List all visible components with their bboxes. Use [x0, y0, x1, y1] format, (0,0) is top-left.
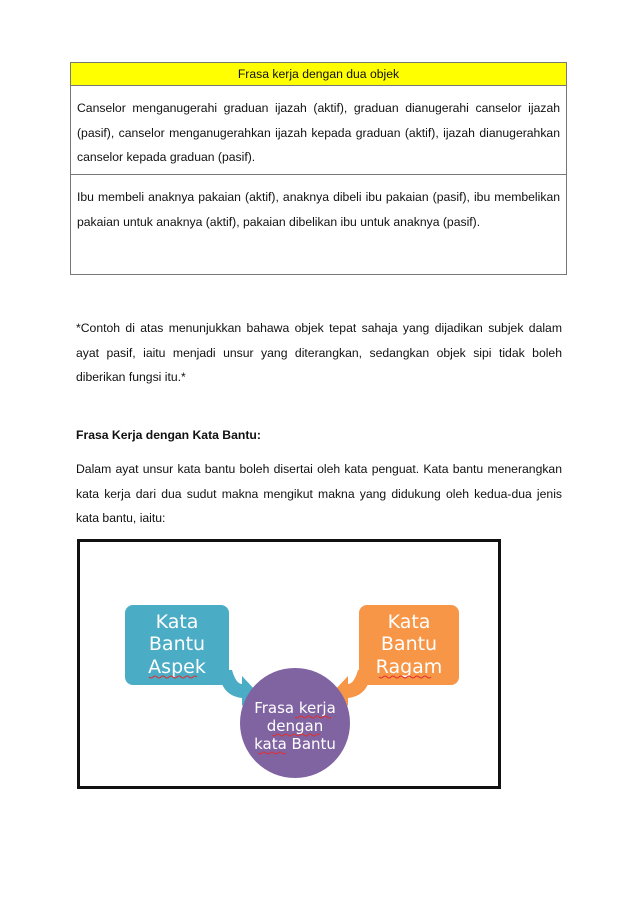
table-row: Canselor menganugerahi graduan ijazah (aktif), graduan dianugerahi canselor ijazah (pasif), canselor menganugerahkan ijazah kepada graduan (aktif), ijazah dianugerahkan canselor kepada graduan (pasif).: [77, 101, 560, 164]
center-line: dengan: [266, 717, 324, 735]
right-box-line: Ragam: [375, 656, 443, 678]
left-box-line: Kata: [155, 611, 199, 633]
kata-bantu-aspek-box: [125, 605, 229, 685]
section-heading: Frasa Kerja dengan Kata Bantu:: [76, 428, 261, 442]
frasa-kerja-circle: [240, 668, 350, 778]
right-box-line: Kata: [387, 611, 431, 633]
center-line: Frasa kerja: [254, 699, 336, 717]
right-box-line: Bantu: [380, 633, 438, 655]
diagram-canvas: [80, 542, 498, 786]
table-row: Ibu membeli anaknya pakaian (aktif), anaknya dibeli ibu pakaian (pasif), ibu membelikan pakaian untuk anaknya (aktif), pakaian dibelikan ibu untuk anaknya (pasif).: [71, 174, 566, 274]
kata-bantu-ragam-box: [359, 605, 459, 685]
example-note: *Contoh di atas menunjukkan bahawa objek tepat sahaja yang dijadikan subjek dalam ayat pasif, iaitu menjadi unsur yang diterangkan, sedangkan objek sipi tidak boleh diberikan fungsi itu.*: [76, 321, 562, 384]
verb-phrase-table: [70, 62, 567, 275]
kata-bantu-diagram: [77, 539, 501, 789]
left-box-line: Bantu: [148, 633, 206, 655]
center-line: kata Bantu: [254, 735, 336, 753]
left-box-line: Aspek: [148, 656, 206, 678]
section-paragraph: Dalam ayat unsur kata bantu boleh disertai oleh kata penguat. Kata bantu menerangkan kata kerja dari dua sudut makna mengikut makna yang didukung oleh kedua-dua jenis kata bantu, iaitu:: [76, 462, 562, 525]
table-header: Frasa kerja dengan dua objek: [71, 63, 566, 86]
